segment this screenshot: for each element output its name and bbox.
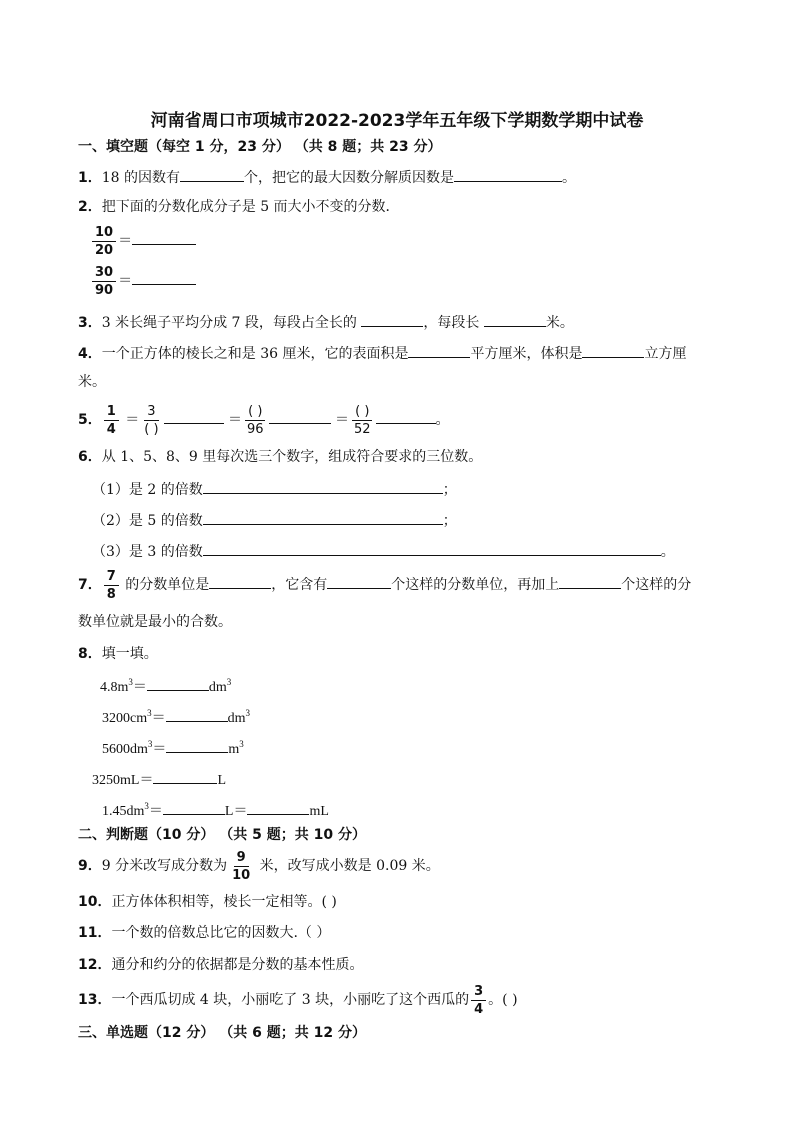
question-text: 通分和约分的依据都是分数的基本性质。 bbox=[111, 957, 364, 973]
question-number: 8． bbox=[78, 646, 102, 662]
question-6-part-2 bbox=[92, 509, 457, 531]
question-text: 把下面的分数化成分子是 5 而大小不变的分数． bbox=[101, 199, 400, 215]
question-10 bbox=[78, 892, 337, 912]
answer-blank[interactable] bbox=[132, 269, 196, 285]
answer-blank[interactable] bbox=[361, 311, 423, 327]
sub-question-text: （2）是 5 的倍数 bbox=[92, 513, 203, 529]
question-number: 13． bbox=[78, 992, 112, 1008]
question-number: 5． bbox=[78, 412, 102, 428]
question-number: 4． bbox=[78, 346, 102, 362]
answer-blank[interactable] bbox=[327, 573, 391, 589]
answer-blank[interactable] bbox=[147, 675, 209, 691]
question-text: 9 分米改写成分数为 bbox=[101, 858, 228, 874]
question-8-row-5: $1.45dm^3= L=$ mL bbox=[102, 801, 329, 819]
question-text: ，每段长 bbox=[423, 315, 480, 331]
fraction: $\frac{7}{8}$ bbox=[104, 569, 119, 602]
sub-question-text: （3）是 3 的倍数 bbox=[92, 544, 203, 560]
answer-blank[interactable] bbox=[269, 408, 331, 424]
answer-blank[interactable] bbox=[132, 229, 196, 245]
answer-blank[interactable] bbox=[180, 166, 244, 182]
question-number: 3． bbox=[78, 315, 102, 331]
question-text: 个，把它的最大因数分解质因数是 bbox=[244, 170, 455, 186]
question-text: 立方厘 bbox=[644, 346, 687, 362]
answer-blank[interactable] bbox=[164, 408, 224, 424]
question-8-row-1: $4.8m^3= dm^3$ bbox=[100, 677, 232, 695]
question-text: 的分数单位是 bbox=[125, 577, 210, 593]
question-5 bbox=[78, 400, 450, 440]
fraction: $\frac{30}{90}$ bbox=[92, 265, 116, 298]
question-7-continued: 数单位就是最小的合数。 bbox=[78, 614, 232, 630]
question-number: 1． bbox=[78, 170, 102, 186]
question-7 bbox=[78, 567, 691, 603]
answer-blank[interactable] bbox=[203, 509, 443, 525]
answer-blank[interactable] bbox=[376, 408, 436, 424]
fraction-blank[interactable]: $\frac{( )}{96}$ bbox=[246, 403, 264, 437]
question-text: 从 1、5、8、9 里每次选三个数字，组成符合要求的三位数。 bbox=[101, 449, 483, 465]
question-text: 一个数的倍数总比它的因数大.（ ） bbox=[111, 925, 331, 941]
answer-blank[interactable] bbox=[203, 540, 661, 556]
question-2 bbox=[78, 197, 400, 217]
answer-blank[interactable] bbox=[163, 799, 225, 815]
question-text: 。( ) bbox=[488, 992, 518, 1008]
question-number: 12． bbox=[78, 957, 112, 973]
question-2-item-1 bbox=[90, 223, 196, 259]
question-9 bbox=[78, 848, 440, 884]
equals-sign: ＝ bbox=[227, 412, 242, 428]
question-number: 7． bbox=[78, 577, 102, 593]
question-number: 2． bbox=[78, 199, 102, 215]
question-11 bbox=[78, 923, 330, 943]
section-heading-fill-in: 一、填空题（每空 1 分，23 分） （共 8 题；共 23 分） bbox=[78, 139, 442, 155]
question-text: 个这样的分数单位，再加上 bbox=[391, 577, 560, 593]
question-text: 米，改写成小数是 0.09 米。 bbox=[259, 858, 440, 874]
answer-blank[interactable] bbox=[484, 311, 546, 327]
question-8-row-2: $3200cm^3= dm^3$ bbox=[102, 708, 250, 726]
answer-blank[interactable] bbox=[166, 737, 228, 753]
equals-sign: ＝ bbox=[125, 412, 140, 428]
answer-blank[interactable] bbox=[454, 166, 562, 182]
answer-blank[interactable] bbox=[247, 799, 309, 815]
question-6 bbox=[78, 447, 482, 467]
answer-blank[interactable] bbox=[582, 342, 644, 358]
fraction: $\frac{1}{4}$ bbox=[104, 404, 119, 437]
question-1 bbox=[78, 166, 576, 188]
answer-blank[interactable] bbox=[559, 573, 621, 589]
section-heading-single-choice: 三、单选题（12 分） （共 6 题；共 12 分） bbox=[78, 1025, 366, 1041]
punctuation: 。 bbox=[660, 544, 675, 560]
answer-blank[interactable] bbox=[153, 768, 217, 784]
fraction: $\frac{9}{10}$ bbox=[232, 849, 251, 883]
question-number: 6． bbox=[78, 449, 102, 465]
question-text: 正方体体积相等，棱长一定相等。( ) bbox=[111, 894, 337, 910]
question-text: 。 bbox=[562, 170, 577, 186]
page-title: 河南省周口市项城市2022-2023学年五年级下学期数学期中试卷 bbox=[150, 111, 644, 131]
question-text: 一个正方体的棱长之和是 36 厘米，它的表面积是 bbox=[101, 346, 409, 362]
sub-question-text: （1）是 2 的倍数 bbox=[92, 482, 203, 498]
question-number: 9． bbox=[78, 858, 102, 874]
question-text: 18 的因数有 bbox=[101, 170, 181, 186]
question-6-part-1 bbox=[92, 478, 457, 500]
question-number: 10． bbox=[78, 894, 112, 910]
question-8-row-4: 3250mL＝ L bbox=[92, 768, 226, 791]
question-8 bbox=[78, 644, 158, 664]
punctuation: 。 bbox=[435, 412, 450, 428]
fraction-blank[interactable]: $\frac{( )}{52}$ bbox=[353, 403, 371, 437]
question-text: 填一填。 bbox=[101, 646, 158, 662]
answer-blank[interactable] bbox=[203, 478, 443, 494]
question-4 bbox=[78, 342, 686, 364]
fraction-blank[interactable]: $\frac{3}{( )}$ bbox=[144, 403, 159, 437]
question-13 bbox=[78, 982, 518, 1018]
punctuation: ； bbox=[442, 513, 457, 529]
question-number: 11． bbox=[78, 925, 112, 941]
answer-blank[interactable] bbox=[166, 706, 228, 722]
answer-blank[interactable] bbox=[408, 342, 470, 358]
question-text: 平方厘米，体积是 bbox=[470, 346, 583, 362]
question-text: 米。 bbox=[545, 315, 574, 331]
question-8-row-3: $5600dm^3= m^3$ bbox=[102, 739, 244, 757]
question-text: 3 米长绳子平均分成 7 段，每段占全长的 bbox=[101, 315, 357, 331]
question-text: 一个西瓜切成 4 块，小丽吃了 3 块，小丽吃了这个西瓜的 bbox=[111, 992, 470, 1008]
equals-sign: ＝ bbox=[118, 273, 133, 289]
question-4-continued: 米。 bbox=[78, 374, 106, 390]
question-6-part-3 bbox=[92, 540, 675, 562]
punctuation: ； bbox=[442, 482, 457, 498]
question-3 bbox=[78, 311, 574, 333]
question-2-item-2 bbox=[90, 263, 196, 299]
fraction: $\frac{3}{4}$ bbox=[471, 984, 486, 1017]
fraction: $\frac{10}{20}$ bbox=[92, 225, 116, 258]
equals-sign: ＝ bbox=[334, 412, 349, 428]
question-text: 个这样的分 bbox=[621, 577, 692, 593]
question-12 bbox=[78, 955, 363, 975]
answer-blank[interactable] bbox=[209, 573, 271, 589]
equals-sign: ＝ bbox=[118, 233, 133, 249]
section-heading-true-false: 二、判断题（10 分） （共 5 题；共 10 分） bbox=[78, 827, 366, 843]
question-text: ，它含有 bbox=[271, 577, 328, 593]
